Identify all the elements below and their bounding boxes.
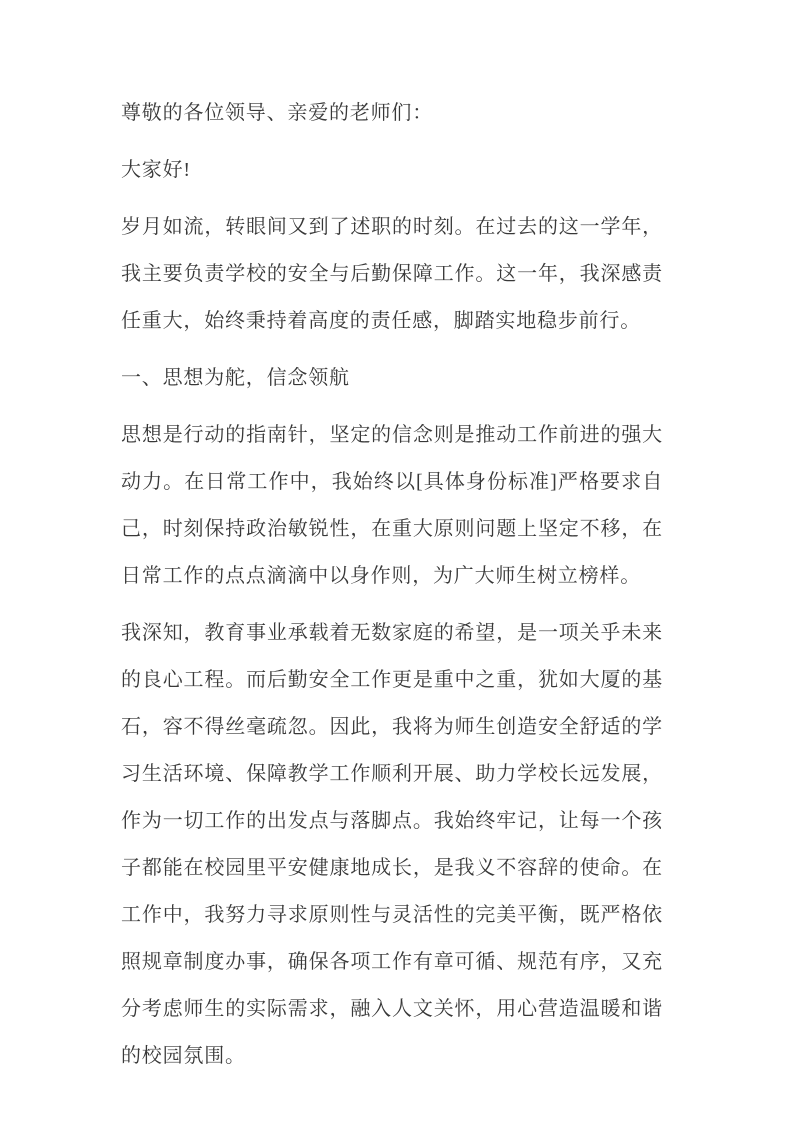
section-heading: 一、思想为舵，信念领航 [121,367,350,389]
opening-paragraph: 岁月如流，转眼间又到了述职的时刻。在过去的这一学年，我主要负责学校的安全与后勤保障工作。这一年，我深感责任重大，始终秉持着高度的责任感，脚踏实地稳步前行。 [121,216,663,332]
mission-paragraph: 我深知，教育事业承载着无数家庭的希望，是一项关乎未来的良心工程。而后勤安全工作更是重中之重，犹如大厦的基石，容不得丝毫疏忽。因此，我将为师生创造安全舒适的学习生活环境、保障教学工作顺利开展、助力学校长远发展，作为一切工作的出发点与落脚点。我始终牢记，让每一个孩子都能在校园里平安健康地成长，是我义不容辞的使命。在工作中，我努力寻求原则性与灵活性的完美平衡，既严格依照规章制度办事，确保各项工作有章可循、规范有序，又充分考虑师生的实际需求，融入人文关怀，用心营造温暖和谐的校园氛围。 [121,622,663,1067]
document-body [121,90,663,1080]
ideology-paragraph: 思想是行动的指南针，坚定的信念则是推动工作前进的强大动力。在日常工作中，我始终以[具体身份标准]严格要求自己，时刻保持政治敏锐性，在重大原则问题上坚定不移，在日常工作的点点滴滴中以身作则，为广大师生树立榜样。 [121,424,663,587]
salutation-line: 尊敬的各位领导、亲爱的老师们： [121,102,433,124]
greeting-line: 大家好! [121,159,191,181]
